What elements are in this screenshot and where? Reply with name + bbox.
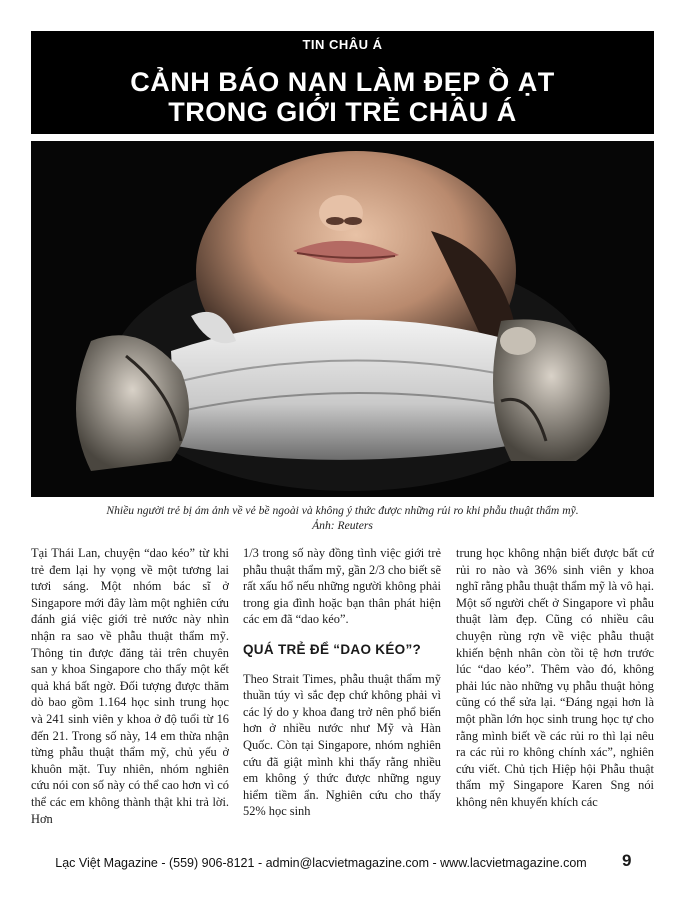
page-number: 9 xyxy=(622,851,632,870)
headline xyxy=(31,67,654,127)
paragraph: 1/3 trong số này đồng tình việc giới trẻ phẫu thuật thẩm mỹ, gần 2/3 cho biết sẽ rất xấu hổ nếu những người không phải trong gia đình hoặc bạn thân phát hiện các em đã “dao kéo”. xyxy=(243,546,441,627)
caption-text: Nhiều người trẻ bị ám ảnh về vẻ bề ngoài và không ý thức được những rủi ro khi phẫu thuật thẩm mỹ. xyxy=(106,504,579,517)
section-label: TIN CHÂU Á xyxy=(302,37,383,52)
paragraph: Tại Thái Lan, chuyện “dao kéo” từ khi trẻ đem lại hy vọng về một tương lai tươi sáng. Một nhóm bác sĩ ở Singapore mới đây làm một nghiên cứu đánh giá việc giới trẻ nước này nhìn nhận ra sao về phẫu thuật thẩm mỹ. Thông tin được đăng tải trên chuyên san y khoa Singapore cho thấy một kết quả khá bất ngờ. Đối tượng được thăm dò bao gồm 1.164 học sinh trung học và 241 sinh viên y khoa ở độ tuổi từ 16 đến 21. Trong số này, 14 em thừa nhận từng phẫu thuật thẩm mỹ, chủ yếu ở khuôn mặt. Tuy nhiên, nhóm nghiên cứu nói con số này có thể cao hơn vì có thể các em không thành thật khi trả lời. Hơn xyxy=(31,546,229,826)
headline-line-1: CẢNH BÁO NẠN LÀM ĐẸP Ồ ẠT xyxy=(130,67,555,97)
patient-face-illustration xyxy=(31,141,654,497)
photo-credit: Ảnh: Reuters xyxy=(312,519,373,532)
header-banner xyxy=(31,31,654,134)
paragraph: trung học không nhận biết được bất cứ rủi ro nào và 36% sinh viên y khoa nghĩ rằng phẫu thuật thẩm mỹ là vô hại. Một số người chết ở Singapore vì phẫu thuật làm đẹp. Cũng có nhiều câu chuyện rùng rợn về việc phẫu thuật khiến bệnh nhân còn tồi tệ hơn trước lúc “dao kéo”. Thêm vào đó, không phải lúc nào những vụ phẫu thuật hỏng cũng có thể sửa lại. “Đáng ngại hơn là một phần lớn học sinh trung học tự cho rằng mình biết về các rủi ro thì lại nêu ra các rủi ro không chính xác”, nghiên cứu viết. Chủ tịch Hiệp hội Phẫu thuật thẩm mỹ Singapore Karen Sng nói không nên khuyến khích các xyxy=(456,546,654,809)
paragraph: Theo Strait Times, phẫu thuật thẩm mỹ thuần túy vì sắc đẹp chứ không phải vì các lý do y khoa đang trở nên phổ biến hơn ở nhiều nước như Mỹ và Hàn Quốc. Còn tại Singapore, nhóm nghiên cứu đã giật mình khi thấy rằng nhiều em không ý thức được những nguy hiểm tiềm ẩn. Nghiên cứu cho thấy 52% học sinh xyxy=(243,671,441,819)
article-column-2 xyxy=(243,545,441,845)
article-column-1 xyxy=(31,545,229,845)
footer-contact: Lạc Việt Magazine - (559) 906-8121 - admin@lacvietmagazine.com - www.lacvietmagazine.com xyxy=(55,856,587,870)
subheading: QUÁ TRẺ ĐỂ “DAO KÉO”? xyxy=(243,641,422,657)
article-photo xyxy=(31,141,654,497)
photo-caption xyxy=(31,503,654,533)
headline-line-2: TRONG GIỚI TRẺ CHÂU Á xyxy=(168,97,517,127)
article-column-3 xyxy=(456,545,654,845)
